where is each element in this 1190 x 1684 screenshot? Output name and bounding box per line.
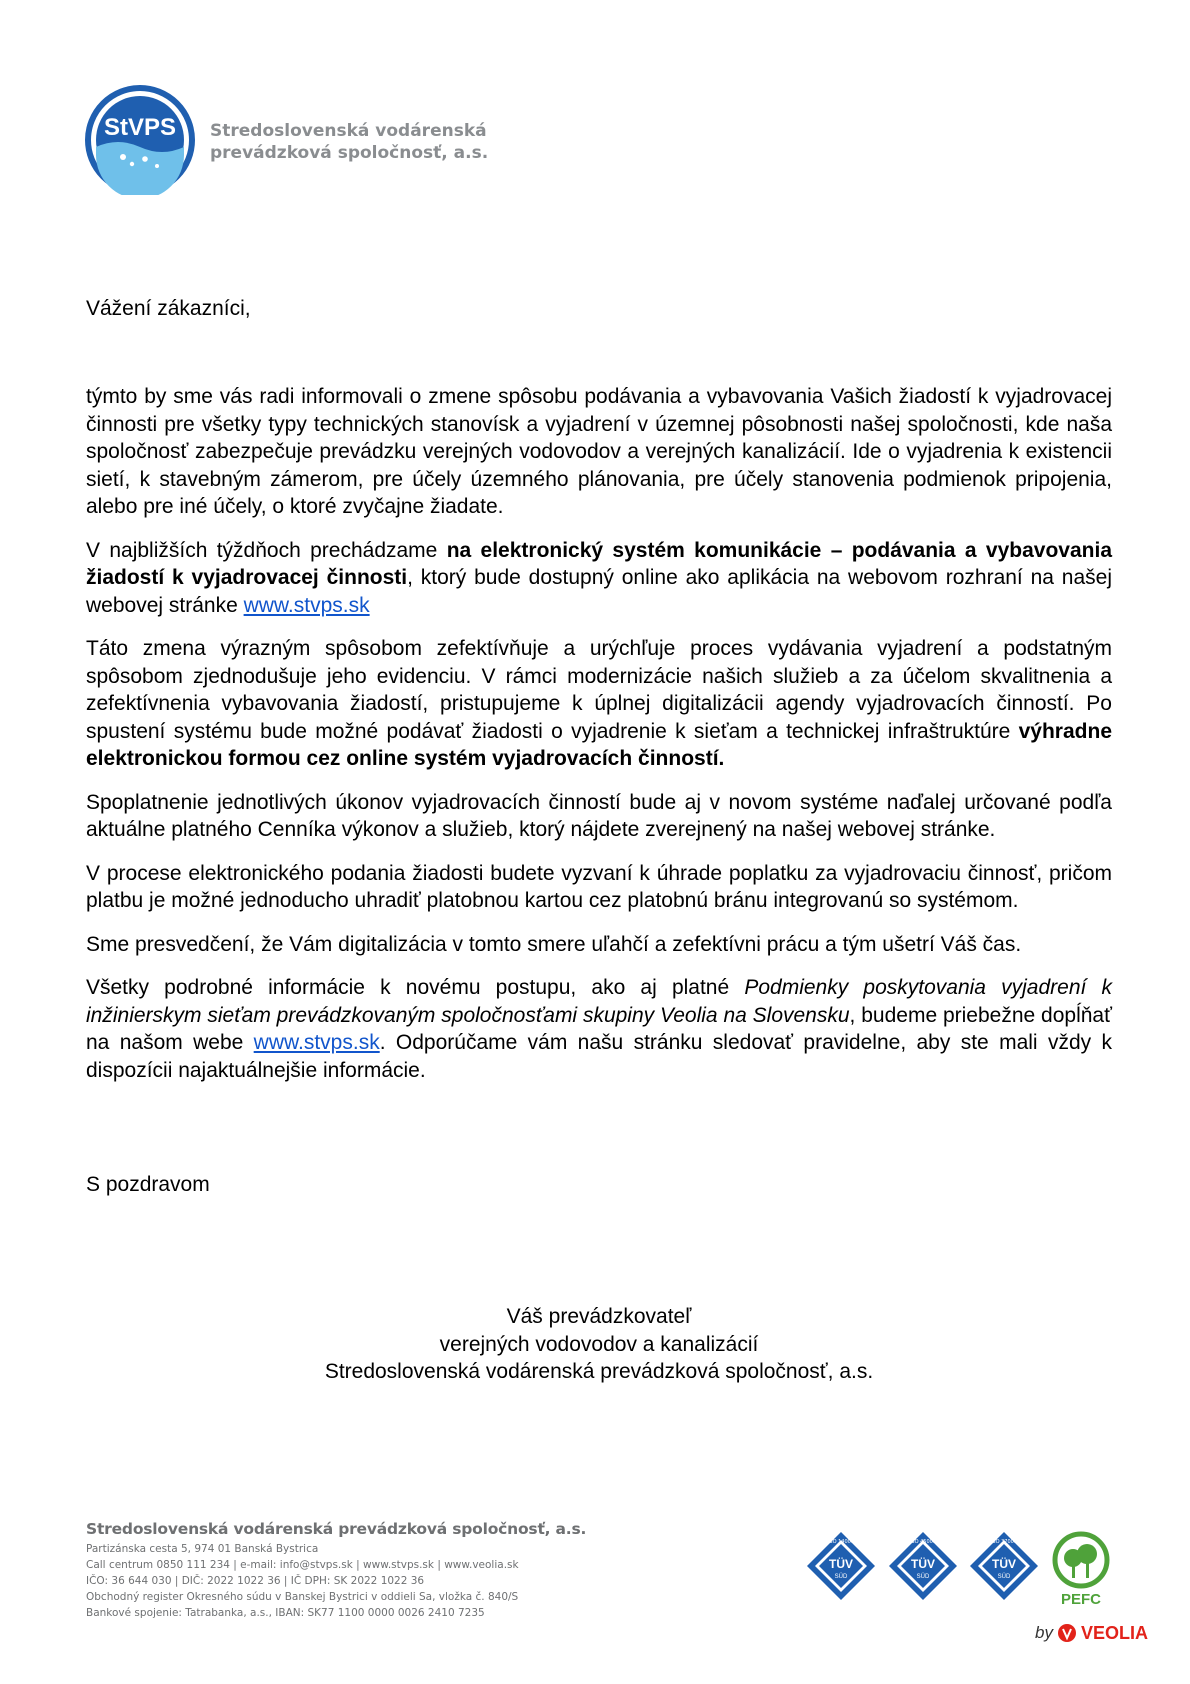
paragraph-4: Spoplatnenie jednotlivých úkonov vyjadrovacích činností bude aj v novom systéme naďalej určované podľa aktuálne platného Cenníka výkonov a služieb, ktorý nájdete zverejnený na našej webovej stránke. — [86, 790, 1112, 841]
website-link-2[interactable]: www.stvps.sk — [253, 1031, 380, 1054]
tuv-iso-badge-icon — [805, 1530, 877, 1602]
svg-text:ISO 14001: ISO 14001 — [827, 1539, 855, 1545]
paragraph-7-italic: Podmienky poskytovania vyjadrení k inžinierskym sieťam prevádzkovaným spoločnosťami skupiny Veolia na Slovensku — [86, 976, 1113, 1027]
letter-body — [86, 383, 1112, 1100]
tuv-iso-badge-icon — [887, 1530, 959, 1602]
svg-text:TÜV: TÜV — [829, 1557, 853, 1571]
paragraph-2-emphasis: na elektronický systém komunikácie – podávania a vybavovania žiadostí k vyjadrovacej činnosti — [86, 538, 1112, 589]
svg-text:ISO 45001: ISO 45001 — [909, 1539, 937, 1545]
footer-bank: Bankové spojenie: Tatrabanka, a.s., IBAN: SK77 1100 0000 0026 2410 7235 — [86, 1607, 485, 1619]
company-name-line2: prevádzková spoločnosť, a.s. — [210, 143, 489, 163]
footer-address: Partizánska cesta 5, 974 01 Banská Bystrica — [86, 1543, 319, 1555]
logo-text: StVPS — [103, 114, 177, 141]
by-label: by — [1035, 1623, 1053, 1642]
stvps-logo — [85, 85, 195, 195]
paragraph-1: týmto by sme vás radi informovali o zmene spôsobu podávania a vybavovania Vašich žiadostí k vyjadrovacej činnosti pre všetky typy technických stanovísk a vyjadrení v územnej pôsobnosti našej spoločnosti, kde naša spoločnosť zabezpečuje prevádzku verejných vodovodov a verejných kanalizácií. Ide o vyjadrenia k existencii sietí, k stavebným zámerom, pre účely územného plánovania, pre účely stanovenia podmienok pripojenia, alebo pre iné účely, o ktoré zvyčajne žiadate. — [86, 385, 1112, 518]
tuv-iso-badge-icon — [968, 1530, 1040, 1602]
salutation: Vážení zákazníci, — [86, 297, 251, 320]
signature-line: verejných vodovodov a kanalizácií — [439, 1332, 759, 1356]
paragraph-7: Všetky podrobné informácie k novému postupu, ako aj platné Podmienky poskytovania vyjadrení k inžinierskym sieťam prevádzkovaným spoločnosťami skupiny Veolia na Slovensku, budeme priebežne dopĺňať na našom webe www.stvps.sk. Odporúčame vám našu stránku sledovať pravidelne, aby ste mali vždy k dispozícii najaktuálnejšie informácie. — [86, 976, 1113, 1082]
company-name-line1: Stredoslovenská vodárenská — [210, 121, 487, 141]
veolia-name: VEOLIA — [1080, 1622, 1148, 1643]
closing: S pozdravom — [86, 1173, 210, 1196]
veolia-logo — [1035, 1620, 1148, 1646]
company-name — [210, 120, 488, 164]
pefc-logo-icon — [1045, 1530, 1117, 1608]
footer — [86, 1520, 646, 1621]
svg-text:TÜV: TÜV — [911, 1557, 935, 1571]
website-link[interactable]: www.stvps.sk — [243, 593, 370, 617]
svg-text:SÜD: SÜD — [997, 1574, 1011, 1580]
signature-line: Váš prevádzkovateľ — [506, 1305, 692, 1328]
svg-text:SÜD: SÜD — [916, 1574, 930, 1580]
paragraph-2: V najbližších týždňoch prechádzame na elektronický systém komunikácie – podávania a vybavovania žiadostí k vyjadrovacej činnosti, ktorý bude dostupný online ako aplikácia na webovom rozhraní na našej webovej stránke www.stvps.sk — [86, 538, 1112, 617]
paragraph-3-emphasis: výhradne elektronickou formou cez online systém vyjadrovacích činností. — [86, 719, 1112, 770]
signature-block — [86, 1303, 1112, 1386]
paragraph-3: Táto zmena výrazným spôsobom zefektívňuje a urýchľuje proces vydávania vyjadrení a podstatným spôsobom zjednodušuje jeho evidenciu. V rámci modernizácie našich služieb a za účelom skvalitnenia a zefektívnenia vybavovania žiadostí, pristupujeme k úplnej digitalizácii agendy vyjadrovacích činností. Po spustení systému bude možné podávať žiadosti o vyjadrenie k sieťam a technickej infraštruktúre výhradne elektronickou formou cez online systém vyjadrovacích činností. — [86, 637, 1112, 770]
svg-text:SÜD: SÜD — [834, 1574, 848, 1580]
paragraph-6: Sme presvedčení, že Vám digitalizácia v tomto smere uľahčí a zefektívni prácu a tým ušetrí Váš čas. — [86, 932, 1022, 956]
paragraph-5: V procese elektronického podania žiadosti budete vyzvaní k úhrade poplatku za vyjadrovaciu činnosť, pričom platbu je možné jednoducho uhradiť platobnou kartou cez platobnú bránu integrovanú so systémom. — [86, 861, 1112, 912]
footer-title: Stredoslovenská vodárenská prevádzková spoločnosť, a.s. — [86, 1520, 587, 1538]
footer-tax-ids: IČO: 36 644 030 | DIČ: 2022 1022 36 | IČ DPH: SK 2022 1022 36 — [86, 1575, 425, 1587]
veolia-mark-icon — [1057, 1623, 1077, 1643]
svg-text:TÜV: TÜV — [992, 1557, 1016, 1571]
signature-line: Stredoslovenská vodárenská prevádzková spoločnosť, a.s. — [324, 1360, 874, 1383]
svg-text:ISO 37001: ISO 37001 — [990, 1539, 1018, 1545]
footer-contacts: Call centrum 0850 111 234 | e-mail: info@stvps.sk | www.stvps.sk | www.veolia.sk — [86, 1559, 519, 1571]
footer-register: Obchodný register Okresného súdu v Banskej Bystrici v oddieli Sa, vložka č. 840/S — [86, 1591, 519, 1603]
svg-text:PEFC: PEFC — [1060, 1591, 1102, 1608]
